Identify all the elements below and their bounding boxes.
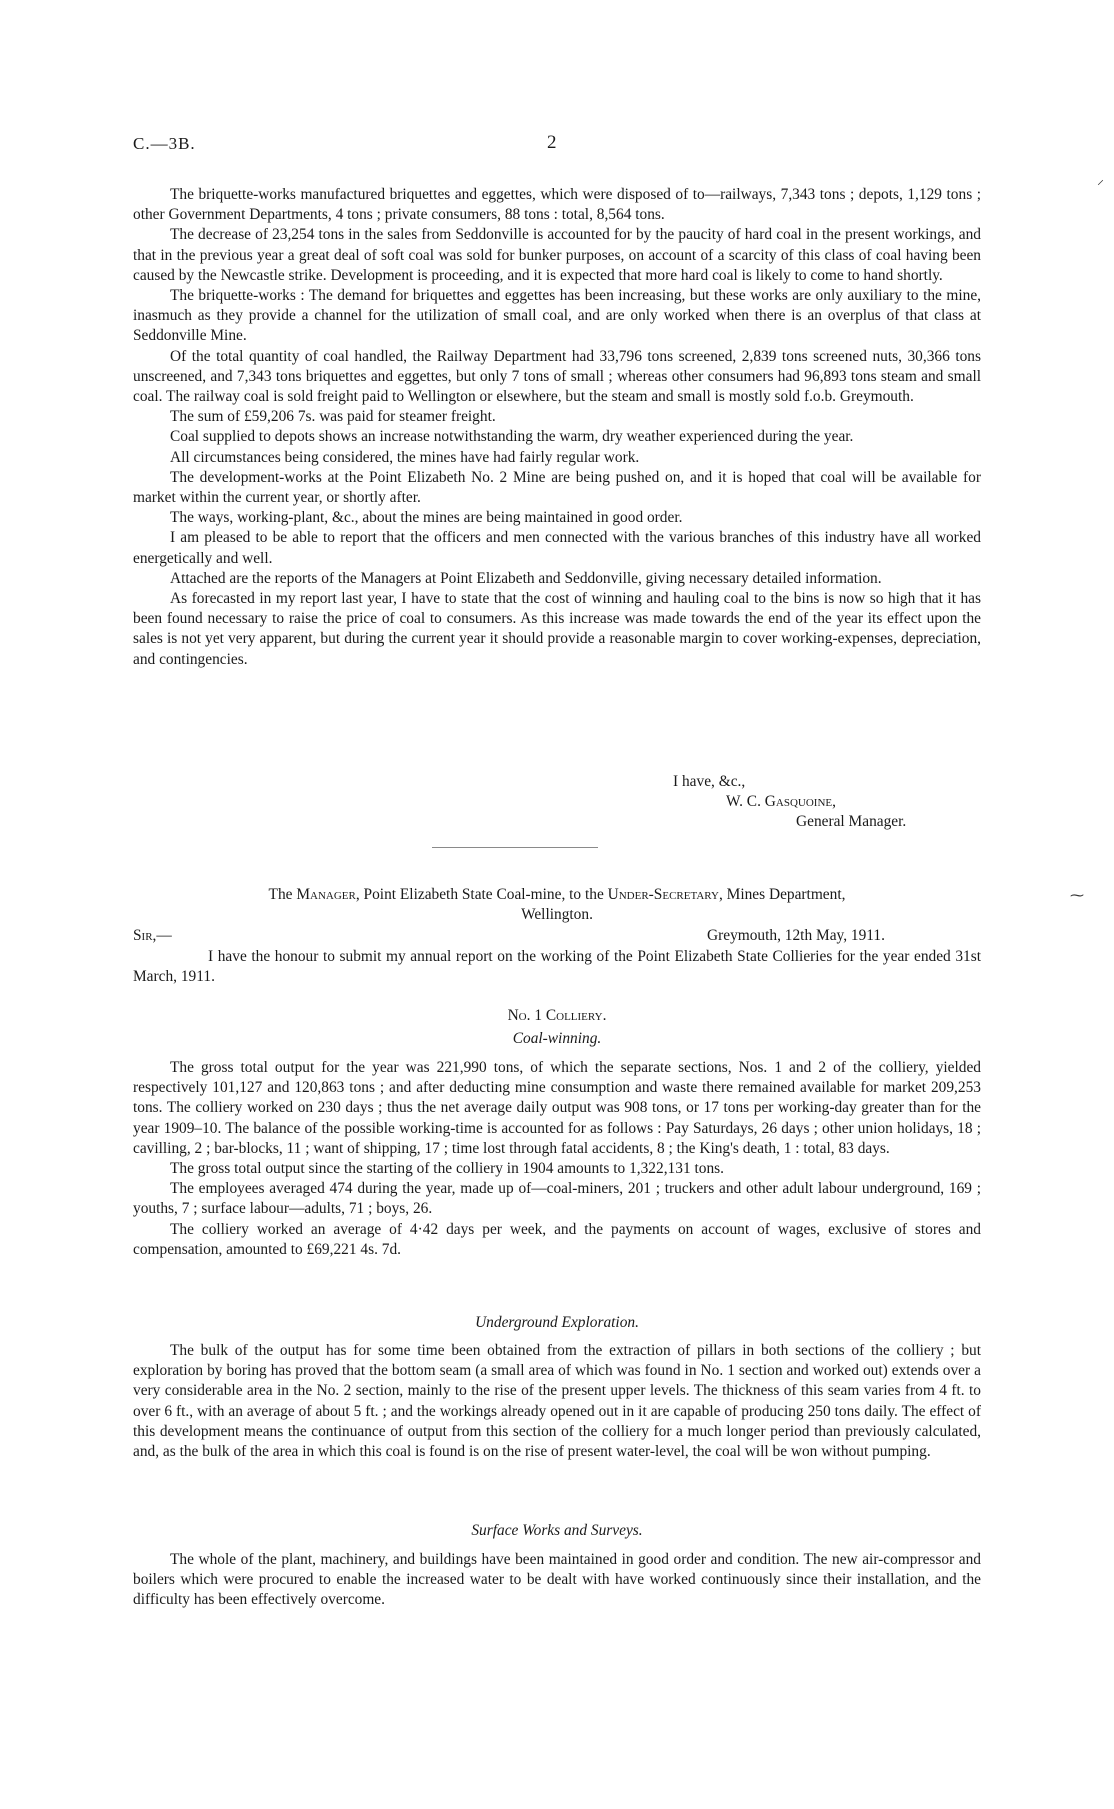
paragraph: The colliery worked an average of 4·42 days per week, and the payments on account of wages, exclusive of stores and compensation, amounted to £69,221 4s. 7d.: [133, 1220, 981, 1258]
paragraph: Coal supplied to depots shows an increase notwithstanding the warm, dry weather experienced during the year.: [170, 428, 854, 446]
paragraph: The decrease of 23,254 tons in the sales from Seddonville is accounted for by the paucity of hard coal in the present workings, and that in the previous year a great deal of soft coal was sold for bunker purposes, on account of a scarcity of this class of coal having been caused by the Newcastle strike. Development is proceeding, and it is expected that more hard coal is likely to come to hand shortly.: [133, 226, 981, 284]
address-text: , Point Elizabeth State Coal-mine, to the: [355, 886, 608, 903]
signatory-title: General Manager.: [796, 813, 907, 830]
paragraph: The briquette-works : The demand for briquettes and eggettes has been increasing, but these works are only auxiliary to the mine, inasmuch as they provide a channel for the utilization of small coal, and are only worked when there is an overplus of that class at Seddonville Mine.: [133, 287, 981, 345]
paragraph: The ways, working-plant, &c., about the mines are being maintained in good order.: [170, 509, 683, 527]
paragraph: All circumstances being considered, the mines have had fairly regular work.: [170, 448, 640, 466]
coal-winning-body: [133, 1058, 981, 1260]
paragraph: The gross total output since the starting of the colliery in 1904 amounts to 1,322,131 tons.: [170, 1160, 724, 1178]
paragraph: The briquette-works manufactured briquettes and eggettes, which were disposed of to—railways, 7,343 tons ; depots, 1,129 tons ; other Government Departments, 4 tons ; private consumers, 88 tons : total, 8,564 tons.: [133, 186, 981, 224]
subsection-heading: Underground Exploration.: [475, 1314, 639, 1331]
address-to: Under-Secretary: [607, 886, 719, 903]
dateline: Greymouth, 12th May, 1911.: [707, 927, 885, 944]
paragraph: The gross total output for the year was 221,990 tons, of which the separate sections, Nos. 1 and 2 of the colliery, yielded respectively 101,127 and 120,863 tons ; and after deducting mine consumption and waste there remained available for market 209,253 tons. The colliery worked on 230 days ; thus the net average daily output was 908 tons, or 17 tons per working-day greater than for the year 1909–10. The balance of the possible working-time is accounted for as follows : Pay Saturdays, 26 days ; other union holidays, 18 ; cavilling, 2 ; bar-blocks, 11 ; want of shipping, 17 ; time lost through fatal accidents, 8 ; the King's death, 1 : total, 83 days.: [133, 1059, 981, 1157]
paragraph: The development-works at the Point Elizabeth No. 2 Mine are being pushed on, and it is hoped that coal will be available for market within the current year, or shortly after.: [133, 468, 981, 507]
letter-intro: [133, 947, 981, 987]
paragraph: I have the honour to submit my annual report on the working of the Point Elizabeth State Collieries for the year ended 31st March, 1911.: [133, 948, 981, 986]
paragraph: I am pleased to be able to report that the officers and men connected with the various branches of this industry have all worked energetically and well.: [133, 529, 981, 567]
salutation: Sir,—: [133, 927, 172, 944]
paragraph: The sum of £59,206 7s. was paid for steamer freight.: [170, 408, 496, 426]
paragraph: The whole of the plant, machinery, and buildings have been maintained in good order and condition. The new air-compressor and boilers which were procured to enable the increased water to be dealt with have worked continuously since their installation, and the difficulty has been effectively overcome.: [133, 1551, 981, 1609]
margin-mark: ⁓: [1070, 889, 1084, 904]
address-text: The: [268, 886, 297, 903]
paragraph: The employees averaged 474 during the year, made up of—coal-miners, 201 ; truckers and other adult labour underground, 169 ; youths, 7 ; surface labour—adults, 71 ; boys, 26.: [133, 1180, 981, 1218]
section-heading: No. 1 Colliery.: [507, 1007, 607, 1024]
margin-mark: ⸝: [1097, 173, 1104, 188]
subsection-heading: Coal-winning.: [512, 1030, 602, 1047]
paragraph: As forecasted in my report last year, I have to state that the cost of winning and hauling coal to the bins is now so high that it has been found necessary to raise the price of coal to consumers. As this increase was made towards the end of the year its effect upon the sales is not yet very apparent, but during the current year it should provide a reasonable margin to cover working-expenses, depreciation, and contingencies.: [133, 590, 981, 668]
letter-address: [133, 885, 981, 925]
address-city: Wellington.: [521, 906, 593, 923]
address-from: Manager: [296, 886, 356, 903]
subsection-heading: Surface Works and Surveys.: [471, 1522, 643, 1539]
underground-exploration-body: [133, 1341, 981, 1462]
surface-works-body: [133, 1550, 981, 1611]
signatory-name: W. C. Gasquoine,: [726, 793, 836, 810]
document-reference: C.—3B.: [133, 134, 196, 153]
paragraph: Attached are the reports of the Managers at Point Elizabeth and Seddonville, giving necessary detailed information.: [170, 569, 882, 587]
section-divider: [432, 847, 598, 848]
signoff-closing: I have, &c.,: [673, 773, 746, 790]
paragraph: The bulk of the output has for some time been obtained from the extraction of pillars in both sections of the colliery ; but exploration by boring has proved that the bottom seam (a small area of which was found in No. 1 section and worked out) extends over a very considerable area in the No. 2 section, mainly to the rise of the present upper levels. The thickness of this seam varies from 4 ft. to over 6 ft., with an average of about 5 ft. ; and the workings already opened out in it are capable of producing 250 tons daily. The effect of this development means the continuance of output from this section of the colliery for a much longer period than previously calculated, and, as the bulk of the area in which this coal is found is on the rise of present water-level, the coal will be won without pumping.: [133, 1342, 981, 1461]
page-number: 2: [547, 132, 557, 153]
paragraph: Of the total quantity of coal handled, the Railway Department had 33,796 tons screened, 2,839 tons screened nuts, 30,366 tons unscreened, and 7,343 tons briquettes and eggettes, but only 7 tons of small ; whereas other consumers had 96,893 tons steam and small coal. The railway coal is sold freight paid to Wellington or elsewhere, but the steam and small is mostly sold f.o.b. Greymouth.: [133, 347, 981, 406]
address-text: , Mines Department,: [718, 886, 846, 903]
general-manager-report-body: [133, 185, 981, 670]
